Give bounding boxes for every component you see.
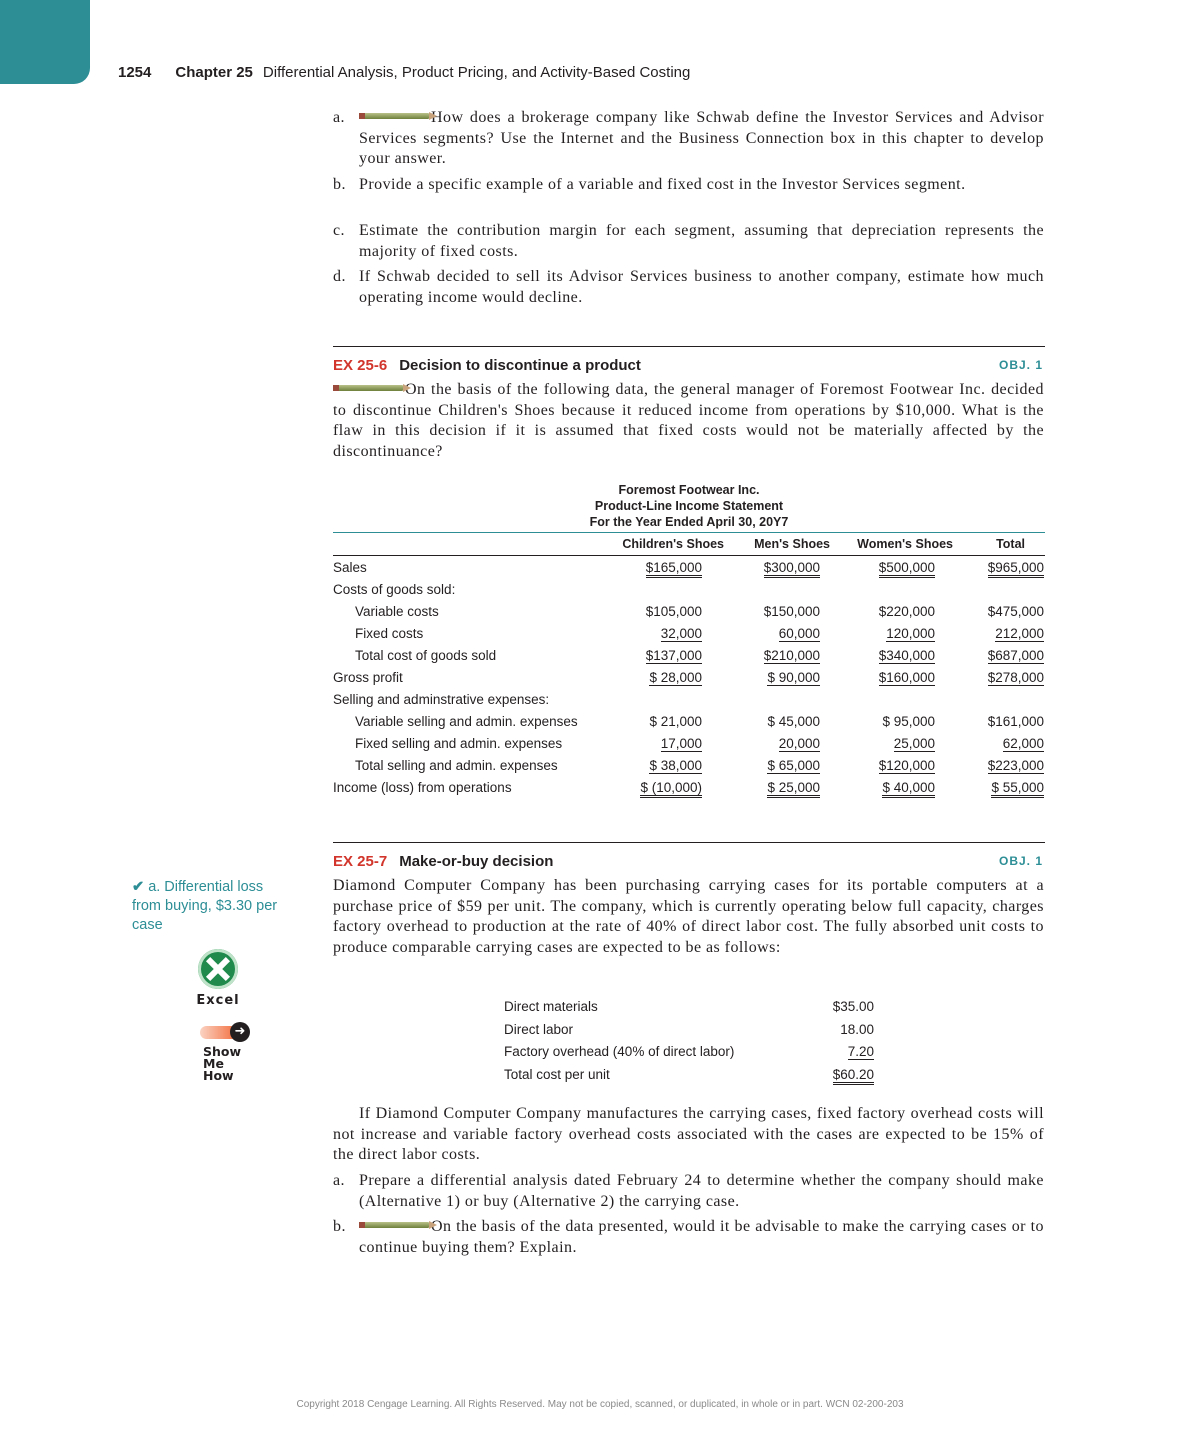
cell-total: 212,000 xyxy=(995,626,1044,641)
cell-womens: $160,000 xyxy=(878,670,935,685)
column-header-mens: Men's Shoes xyxy=(754,537,830,551)
cell-mens: $ 90,000 xyxy=(767,670,820,685)
cell-womens: $500,000 xyxy=(879,560,935,578)
cell-womens: 120,000 xyxy=(886,626,935,641)
cost-amount: 7.20 xyxy=(847,1044,874,1059)
pencil-icon xyxy=(333,385,403,391)
item-label: a. xyxy=(333,1172,346,1189)
value-cell xyxy=(615,670,702,685)
value-cell xyxy=(733,604,820,619)
cell-mens: 20,000 xyxy=(778,736,820,751)
statement-row xyxy=(333,624,1045,646)
exercise-intro-25-6 xyxy=(333,380,1044,462)
header-bottom-rule xyxy=(333,555,1045,556)
value-cell xyxy=(733,670,820,685)
cell-womens: $220,000 xyxy=(878,604,935,619)
column-header-childrens: Children's Shoes xyxy=(622,537,724,551)
cell-total: $965,000 xyxy=(988,560,1044,578)
cell-womens: $ 95,000 xyxy=(882,714,935,729)
item-text: Prepare a differential analysis dated February 24 to determine whether the company should make (Alternative 1) or buy (Alternative 2) the carrying case. xyxy=(359,1172,1044,1210)
cost-label: Direct labor xyxy=(504,1021,574,1037)
cell-total: $475,000 xyxy=(987,604,1044,619)
exercise-number: EX 25-7 xyxy=(333,853,388,870)
value-cell xyxy=(848,560,935,575)
cell-total: $223,000 xyxy=(987,758,1044,773)
value-cell xyxy=(957,604,1044,619)
show-me-how-label[interactable] xyxy=(203,1046,263,1082)
cost-label: Direct materials xyxy=(504,999,598,1014)
prior-item-c xyxy=(333,221,1044,262)
row-label: Total selling and admin. expenses xyxy=(355,758,558,773)
exercise-intro-25-7: Diamond Computer Company has been purchasing carrying cases for its portable computers at a purchase price of $59 per unit. The company, which is currently operating below full capacity, charges factory overhead to production at the rate of 40% of direct labor cost. The fully absorbed unit costs to produce comparable carrying cases are expected to be as follows: xyxy=(333,877,1044,956)
column-header-womens: Women's Shoes xyxy=(857,537,953,551)
intro-text: On the basis of the following data, the general manager of Foremost Footwear Inc. decided to discontinue Children's Shoes because it reduced income from operations by $10,000. What is the flaw in this decision if it is assumed that fixed costs would not be materially affected by the discontinuance? xyxy=(333,381,1044,460)
check-icon: ✔ xyxy=(132,879,145,895)
show-me-how-word: Show xyxy=(203,1044,242,1059)
prior-item-d xyxy=(333,267,1044,308)
chapter-title: Differential Analysis, Product Pricing, and Activity-Based Costing xyxy=(262,64,691,81)
cell-childrens: $165,000 xyxy=(646,560,702,578)
item-text: Provide a specific example of a variable and fixed cost in the Investor Services segment. xyxy=(359,176,966,193)
statement-title: Product-Line Income Statement xyxy=(594,499,784,513)
exercise-paragraph-25-7: If Diamond Computer Company manufactures the carrying cases, fixed factory overhead costs will not increase and variable factory overhead costs associated with the cases are expected to be 15% of the direct labor costs. xyxy=(333,1105,1044,1163)
item-label: b. xyxy=(333,176,346,193)
cell-mens: $150,000 xyxy=(763,604,820,619)
cell-mens: $210,000 xyxy=(763,648,820,663)
cell-total: $278,000 xyxy=(987,670,1044,685)
value-cell xyxy=(957,648,1044,663)
statement-row xyxy=(333,734,1045,756)
value-cell xyxy=(733,626,820,641)
cell-total: 62,000 xyxy=(1002,736,1044,751)
ex7-item-b xyxy=(333,1217,1044,1258)
value-cell xyxy=(733,714,820,729)
row-label: Fixed selling and admin. expenses xyxy=(355,736,563,751)
statement-row xyxy=(333,668,1045,690)
value-cell xyxy=(733,648,820,663)
cost-row xyxy=(504,1044,874,1066)
item-text: How does a brokerage company like Schwab define the Investor Services and Advisor Services segments? Use the Internet and the Business Connection box in this chapter to develop your answer. xyxy=(359,109,1044,167)
cell-childrens: $105,000 xyxy=(645,604,702,619)
value-cell xyxy=(733,758,820,773)
value-cell xyxy=(848,648,935,663)
cell-childrens: $ 28,000 xyxy=(649,670,702,685)
item-label: d. xyxy=(333,268,346,285)
value-cell xyxy=(848,670,935,685)
value-cell xyxy=(615,758,702,773)
row-label: Total cost of goods sold xyxy=(355,648,497,663)
cost-label: Total cost per unit xyxy=(504,1066,610,1082)
value-cell xyxy=(957,736,1044,751)
chapter-label: Chapter 25 xyxy=(175,64,253,81)
row-label: Selling and adminstrative expenses: xyxy=(333,692,550,707)
objective-tag: OBJ. 1 xyxy=(998,358,1043,372)
value-cell xyxy=(848,758,935,773)
cost-amount: $35.00 xyxy=(832,999,874,1014)
cell-womens: $ 40,000 xyxy=(882,780,935,798)
value-cell xyxy=(957,560,1044,575)
statement-row xyxy=(333,558,1045,580)
cell-mens: $ 45,000 xyxy=(767,714,820,729)
exercise-title: Make-or-buy decision xyxy=(399,853,554,870)
cell-childrens: 32,000 xyxy=(660,626,702,641)
value-cell xyxy=(615,714,702,729)
margin-answer-text: a. Differential loss from buying, $3.30 per case xyxy=(132,879,278,933)
margin-answer-note xyxy=(132,878,292,935)
item-text: If Schwab decided to sell its Advisor Services business to another company, estimate how much operating income would decline. xyxy=(359,268,1044,306)
cell-mens: $300,000 xyxy=(764,560,820,578)
statement-period: For the Year Ended April 30, 20Y7 xyxy=(589,515,789,529)
value-cell xyxy=(957,780,1044,795)
ex7-item-a xyxy=(333,1171,1044,1212)
cost-row xyxy=(504,1067,874,1089)
statement-row xyxy=(333,646,1045,668)
prior-item-b xyxy=(333,175,1044,196)
row-label: Gross profit xyxy=(333,670,403,685)
cell-mens: $ 65,000 xyxy=(767,758,820,773)
cost-amount: 18.00 xyxy=(840,1021,874,1037)
item-label: b. xyxy=(333,1218,346,1235)
cell-total: $ 55,000 xyxy=(991,780,1044,798)
cell-mens: $ 25,000 xyxy=(767,780,820,798)
cell-childrens: $ 21,000 xyxy=(649,714,702,729)
value-cell xyxy=(848,714,935,729)
statement-row xyxy=(333,602,1045,624)
cell-womens: $120,000 xyxy=(878,758,935,773)
cell-total: $161,000 xyxy=(987,714,1044,729)
row-label: Variable selling and admin. expenses xyxy=(355,714,578,729)
cost-amount: $60.20 xyxy=(833,1067,874,1085)
cell-childrens: $ (10,000) xyxy=(640,780,702,798)
value-cell xyxy=(615,560,702,575)
value-cell xyxy=(957,670,1044,685)
exercise-heading-25-6 xyxy=(333,357,1045,374)
item-label: a. xyxy=(333,109,346,126)
value-cell xyxy=(848,626,935,641)
value-cell xyxy=(733,780,820,795)
row-label: Fixed costs xyxy=(355,626,424,641)
cost-row xyxy=(504,999,874,1021)
value-cell xyxy=(615,626,702,641)
page-number: 1254 xyxy=(118,64,152,81)
cost-row xyxy=(504,1022,874,1044)
pencil-icon xyxy=(359,113,429,119)
statement-row xyxy=(333,580,1045,602)
value-cell xyxy=(615,604,702,619)
value-cell xyxy=(957,714,1044,729)
copyright-footer: Copyright 2018 Cengage Learning. All Rights Reserved. May not be copied, scanned, or duplicated, in whole or in part. WCN 02-200-203 xyxy=(296,1399,904,1410)
cell-mens: 60,000 xyxy=(778,626,820,641)
value-cell xyxy=(615,780,702,795)
row-label: Variable costs xyxy=(355,604,439,619)
value-cell xyxy=(848,736,935,751)
prior-item-a xyxy=(333,108,1044,170)
running-head xyxy=(118,64,690,81)
show-me-how-word: How xyxy=(203,1068,234,1083)
cell-womens: $340,000 xyxy=(878,648,935,663)
statement-row xyxy=(333,778,1045,800)
exercise-number: EX 25-6 xyxy=(333,357,388,374)
chapter-color-tab xyxy=(0,0,90,84)
show-me-how-word: Me xyxy=(203,1056,224,1071)
item-text: Estimate the contribution margin for each segment, assuming that depreciation represents the majority of fixed costs. xyxy=(359,222,1044,260)
section-rule xyxy=(333,842,1045,843)
cell-womens: 25,000 xyxy=(893,736,935,751)
value-cell xyxy=(733,560,820,575)
cell-total: $687,000 xyxy=(987,648,1044,663)
row-label: Income (loss) from operations xyxy=(333,780,512,795)
cell-childrens: 17,000 xyxy=(660,736,702,751)
statement-row xyxy=(333,712,1045,734)
value-cell xyxy=(848,780,935,795)
value-cell xyxy=(848,604,935,619)
excel-icon[interactable] xyxy=(198,949,238,989)
item-label: c. xyxy=(333,222,346,239)
value-cell xyxy=(615,736,702,751)
cell-childrens: $137,000 xyxy=(645,648,702,663)
statement-top-rule xyxy=(333,532,1045,533)
value-cell xyxy=(957,626,1044,641)
value-cell xyxy=(957,758,1044,773)
row-label: Sales xyxy=(333,560,367,575)
row-label: Costs of goods sold: xyxy=(333,582,456,597)
value-cell xyxy=(733,736,820,751)
objective-tag: OBJ. 1 xyxy=(998,854,1043,868)
section-rule xyxy=(333,346,1045,347)
arrow-right-icon: ➜ xyxy=(230,1022,250,1042)
exercise-heading-25-7 xyxy=(333,853,1045,870)
show-me-how-icon[interactable] xyxy=(200,1022,250,1042)
cost-label: Factory overhead (40% of direct labor) xyxy=(504,1044,735,1059)
statement-row xyxy=(333,690,1045,712)
exercise-title: Decision to discontinue a product xyxy=(399,357,641,374)
statement-company: Foremost Footwear Inc. xyxy=(618,483,760,497)
pencil-icon xyxy=(359,1222,429,1228)
statement-row xyxy=(333,756,1045,778)
cell-childrens: $ 38,000 xyxy=(649,758,702,773)
value-cell xyxy=(615,648,702,663)
item-text: On the basis of the data presented, would it be advisable to make the carrying cases or to continue buying them? Explain. xyxy=(359,1218,1044,1256)
column-header-total: Total xyxy=(996,537,1025,551)
excel-label[interactable]: Excel xyxy=(196,993,240,1008)
